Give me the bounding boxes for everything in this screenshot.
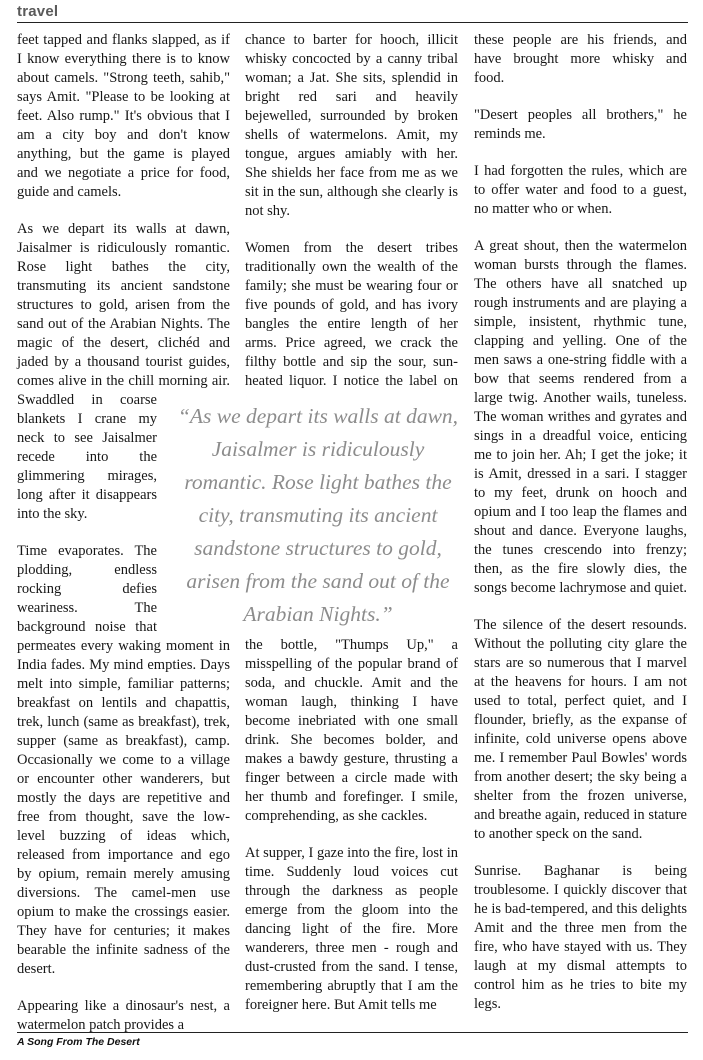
paragraph: Sunrise. Baghanar is being troublesome. I quickly discover that he is bad-tempered, and this delights Amit and the three men from the fire, who have stayed with us. They laugh at my dismal attempts to control him as he tries to bite my legs. — [474, 863, 687, 1012]
paragraph: Appearing like a dinosaur's nest, a watermelon patch provides a — [17, 998, 230, 1033]
paragraph: At supper, I gaze into the fire, lost in time. Suddenly loud voices cut through the darkness as people emerge from the gloom into the dancing light of the fire. More wanderers, three men - rough and dust-crusted from the sand. I tense, remembering abruptly that I am the foreigner here. But Amit tells me — [245, 845, 458, 1013]
paragraph: Time evaporates. The plodding, endless rocking defies weariness. The background noise that permeates every waking moment in India fades. My mind empties. Days melt into simple, familiar patterns; breakfast on lentils and chapattis, trek, lunch (same as breakfast), trek, supper (same as breakfast), camp. Occasionally we come to a village or encounter other wanderers, but mostly the days are repetitive and free from thought, save the low-level buzzing of ideas which, released from importance and ego by opium, remain merely amusing diversions. The camel-men use opium to make the crossings easier. They have for centuries; it makes bearable the infinite sadness of the desert. — [17, 543, 230, 977]
paragraph: Women from the desert tribes traditionally own the wealth of the family; she must be wearing four or five pounds of gold, and has ivory bangles the entire length of her arms. Price agreed, we crack the filthy bottle and sip the sour, sun-heated liquor. I notice the label on the bottle, "Thumps Up," a misspelling of the popular brand of soda, and chuckle. Amit and the woman laugh, thinking I have become inebriated with one small drink. She becomes bolder, and makes a bawdy gesture, thrusting a finger between a circle made with her thumb and forefinger. I smile, comprehending, as she cackles. — [245, 240, 458, 824]
paragraph: chance to barter for hooch, illicit whisky concocted by a canny tribal woman; a Jat. She sits, splendid in bright red sari and heavily bejewelled, surrounded by broken shells of watermelons. Amit, my tongue, argues amiably with her. She shields her face from me as we sit in the sun, although she clearly is not shy. — [245, 32, 458, 219]
paragraph: feet tapped and flanks slapped, as if I know everything there is to know about camels. "Strong teeth, sahib," says Amit. "Please to be looking at feet. Also rump." It's obvious that I am a city boy and don't know anything, but the game is played and we negotiate a price for food, guide and camels. — [17, 32, 230, 200]
paragraph: "Desert peoples all brothers," he reminds me. — [474, 107, 687, 142]
pull-quote: “As we depart its walls at dawn, Jaisalmer is ridiculously romantic. Rose light bathes the city, transmuting its ancient sandstone structures to gold, arisen from the sand out of the Arabian Nights.” — [177, 404, 459, 626]
footer-rule — [17, 1032, 688, 1033]
article-title-footer: A Song From The Desert — [17, 1036, 140, 1048]
article-column-3 — [474, 31, 687, 1032]
paragraph: these people are his friends, and have brought more whisky and food. — [474, 32, 687, 86]
paragraph: I had forgotten the rules, which are to offer water and food to a guest, no matter who or when. — [474, 163, 687, 217]
section-label: travel — [17, 3, 59, 20]
paragraph: The silence of the desert resounds. Without the polluting city glare the stars are so numerous that I marvel at the heavens for hours. I am not used to total, perfect quiet, and I flounder, briefly, as the expanse of infinite, cold universe opens above me. I remember Paul Bowles' words from another desert; the sky being a shelter from the frozen universe, and breathe again, reduced in stature to another speck on the sand. — [474, 617, 687, 842]
paragraph: A great shout, then the watermelon woman bursts through the flames. The others have all snatched up rough instruments and are playing a simple, insistent, rhythmic tune, clapping and yelling. One of the men saws a one-string fiddle with a bow that seems rendered from a large twig. Another wails, tuneless. The woman writhes and gyrates and sings in a dreadful voice, enticing me to join her. Ah; I get the joke; it is Amit, dressed in a sari. I stagger to my feet, drunk on hooch and opium and I too leap the flames and shout and dance. Everyone laughs, the tunes crescendo into frenzy; then, as the fire slowly dies, the songs become lachrymose and quiet. — [474, 238, 688, 596]
header-rule — [17, 22, 688, 23]
paragraph: As we depart its walls at dawn, Jaisalmer is ridiculously romantic. Rose light bathes the city, transmuting its ancient sandstone structures to gold, arisen from the sand out of the Arabian Nights. The magic of the desert, clichéd and jaded by a thousand tourist guides, comes alive in the chill morning air. Swaddled in coarse blankets I crane my neck to see Jaisalmer recede into the glimmering mirages, long after it disappears into the sky. — [17, 221, 230, 522]
